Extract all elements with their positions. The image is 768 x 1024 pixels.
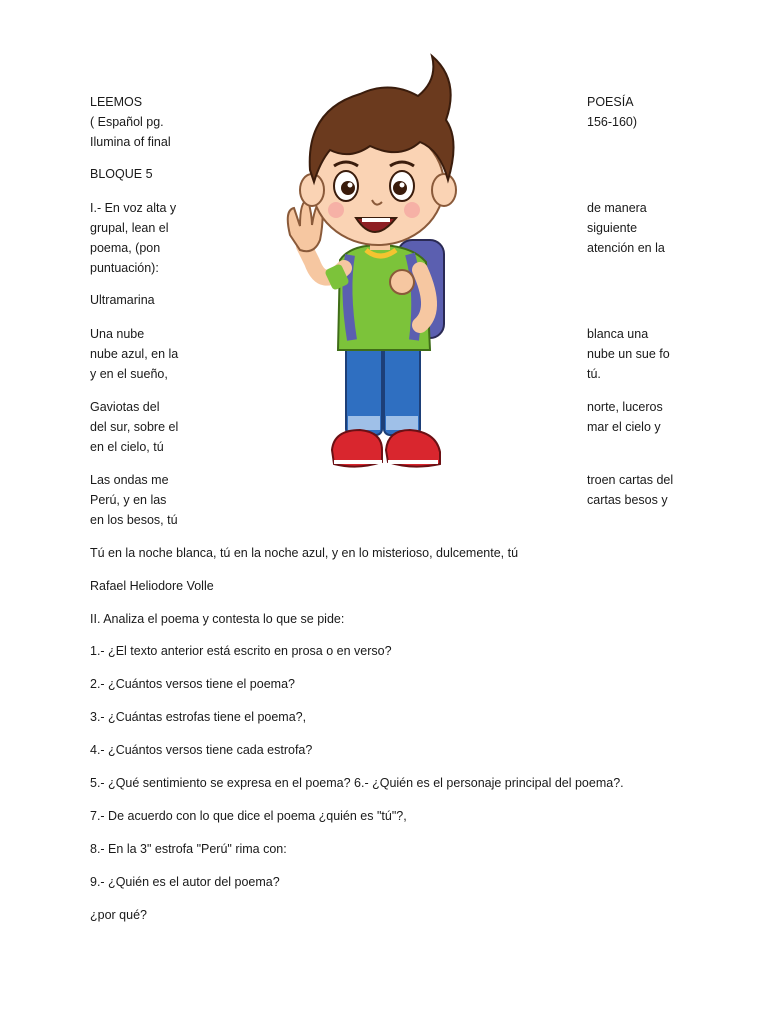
question-4: 4.- ¿Cuántos versos tiene cada estrofa? — [90, 743, 313, 757]
header-left-line: LEEMOS — [90, 95, 143, 109]
question-why: ¿por qué? — [90, 908, 147, 922]
question-7: 7.- De acuerdo con lo que dice el poema ¿quién es "tú"?, — [90, 809, 407, 823]
poem-line: norte, luceros — [587, 400, 663, 414]
poem-author: Rafael Heliodore Volle — [90, 579, 214, 593]
poem-title: Ultramarina — [90, 293, 155, 307]
stanza1-left — [90, 324, 178, 384]
poem-line: Las ondas me — [90, 473, 169, 487]
header-left-line: Ilumina of final — [90, 135, 171, 149]
stanza1-right — [587, 324, 670, 384]
poem-line: cartas besos y — [587, 493, 668, 507]
poem-line: Una nube — [90, 327, 145, 341]
instruction-line: I.- En voz alta y — [90, 201, 177, 215]
question-3: 3.- ¿Cuántas estrofas tiene el poema?, — [90, 710, 307, 724]
poem-line: Perú, y en las — [90, 493, 167, 507]
poem-line: y en el sueño, — [90, 367, 168, 381]
question-8: 8.- En la 3" estrofa "Perú" rima con: — [90, 842, 287, 856]
instruction-line: grupal, lean el — [90, 221, 169, 235]
poem-line: en los besos, tú — [90, 513, 178, 527]
stanza3-right — [587, 470, 673, 510]
stanza3-left — [90, 470, 178, 530]
poem-line: blanca una — [587, 327, 649, 341]
question-1: 1.- ¿El texto anterior está escrito en prosa o en verso? — [90, 644, 392, 658]
question-5-6: 5.- ¿Qué sentimiento se expresa en el poema? 6.- ¿Quién es el personaje principal del poema?. — [90, 776, 624, 790]
poem-line: nube un sue fo — [587, 347, 670, 361]
poem-line: nube azul, en la — [90, 347, 179, 361]
stanza2-right — [587, 397, 663, 437]
cartoon-boy-illustration — [270, 50, 460, 480]
header-right-line: POESÍA — [587, 95, 634, 109]
poem-final-line: Tú en la noche blanca, tú en la noche azul, y en lo misterioso, dulcemente, tú — [90, 546, 519, 560]
instruction-line: poema, (pon — [90, 241, 161, 255]
instruction-line: atención en la — [587, 241, 665, 255]
poem-line: en el cielo, tú — [90, 440, 164, 454]
instruction-left — [90, 198, 176, 278]
instruction-line: siguiente — [587, 221, 638, 235]
instruction-line: de manera — [587, 201, 647, 215]
section2-heading: II. Analiza el poema y contesta lo que se pide: — [90, 612, 345, 626]
instruction-line: puntuación): — [90, 261, 159, 275]
header-left-line: ( Español pg. — [90, 115, 164, 129]
header-left — [90, 92, 171, 152]
stanza2-left — [90, 397, 178, 457]
poem-line: troen cartas del — [587, 473, 674, 487]
instruction-right — [587, 198, 665, 258]
poem-line: mar el cielo y — [587, 420, 661, 434]
question-2: 2.- ¿Cuántos versos tiene el poema? — [90, 677, 295, 691]
header-right-line: 156-160) — [587, 115, 638, 129]
poem-line: tú. — [587, 367, 601, 381]
question-9: 9.- ¿Quién es el autor del poema? — [90, 875, 280, 889]
poem-line: Gaviotas del — [90, 400, 160, 414]
poem-line: del sur, sobre el — [90, 420, 179, 434]
block-label: BLOQUE 5 — [90, 167, 153, 181]
header-right — [587, 92, 637, 132]
